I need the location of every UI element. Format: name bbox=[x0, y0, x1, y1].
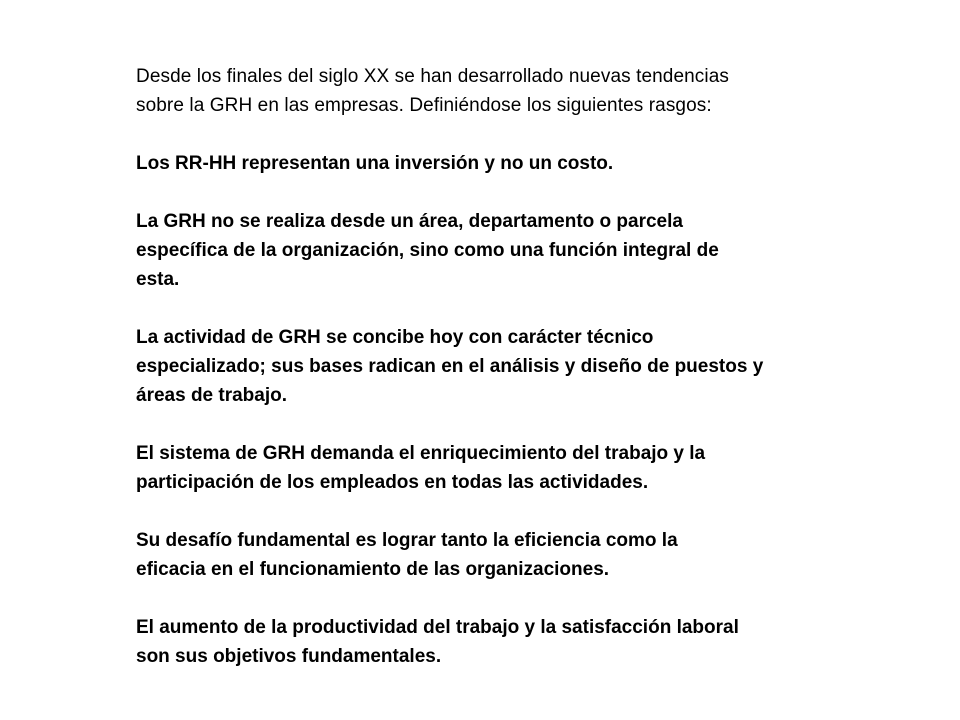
intro-paragraph bbox=[136, 62, 816, 120]
feature-line: especializado; sus bases radican en el análisis y diseño de puestos y bbox=[136, 356, 764, 377]
feature-line: El sistema de GRH demanda el enriquecimiento del trabajo y la bbox=[136, 443, 706, 464]
text-block bbox=[136, 62, 816, 671]
feature-work-enrichment bbox=[136, 439, 816, 497]
feature-efficiency-challenge bbox=[136, 526, 816, 584]
feature-investment bbox=[136, 149, 816, 178]
feature-line: específica de la organización, sino como una función integral de bbox=[136, 240, 719, 261]
feature-line: Los RR-HH representan una inversión y no un costo. bbox=[136, 153, 614, 174]
feature-line: La actividad de GRH se concibe hoy con carácter técnico bbox=[136, 327, 654, 348]
feature-line: La GRH no se realiza desde un área, departamento o parcela bbox=[136, 211, 683, 232]
feature-integral-function bbox=[136, 207, 816, 294]
feature-line: Su desafío fundamental es lograr tanto la eficiencia como la bbox=[136, 530, 678, 551]
feature-line: áreas de trabajo. bbox=[136, 385, 288, 406]
feature-line: participación de los empleados en todas las actividades. bbox=[136, 472, 649, 493]
feature-line: esta. bbox=[136, 269, 180, 290]
intro-line: Desde los finales del siglo XX se han desarrollado nuevas tendencias bbox=[136, 66, 729, 87]
feature-line: El aumento de la productividad del trabajo y la satisfacción laboral bbox=[136, 617, 739, 638]
intro-line: sobre la GRH en las empresas. Definiéndose los siguientes rasgos: bbox=[136, 95, 712, 116]
feature-technical-character bbox=[136, 323, 816, 410]
feature-line: eficacia en el funcionamiento de las organizaciones. bbox=[136, 559, 610, 580]
feature-line: son sus objetivos fundamentales. bbox=[136, 646, 442, 667]
feature-productivity-objectives bbox=[136, 613, 816, 671]
